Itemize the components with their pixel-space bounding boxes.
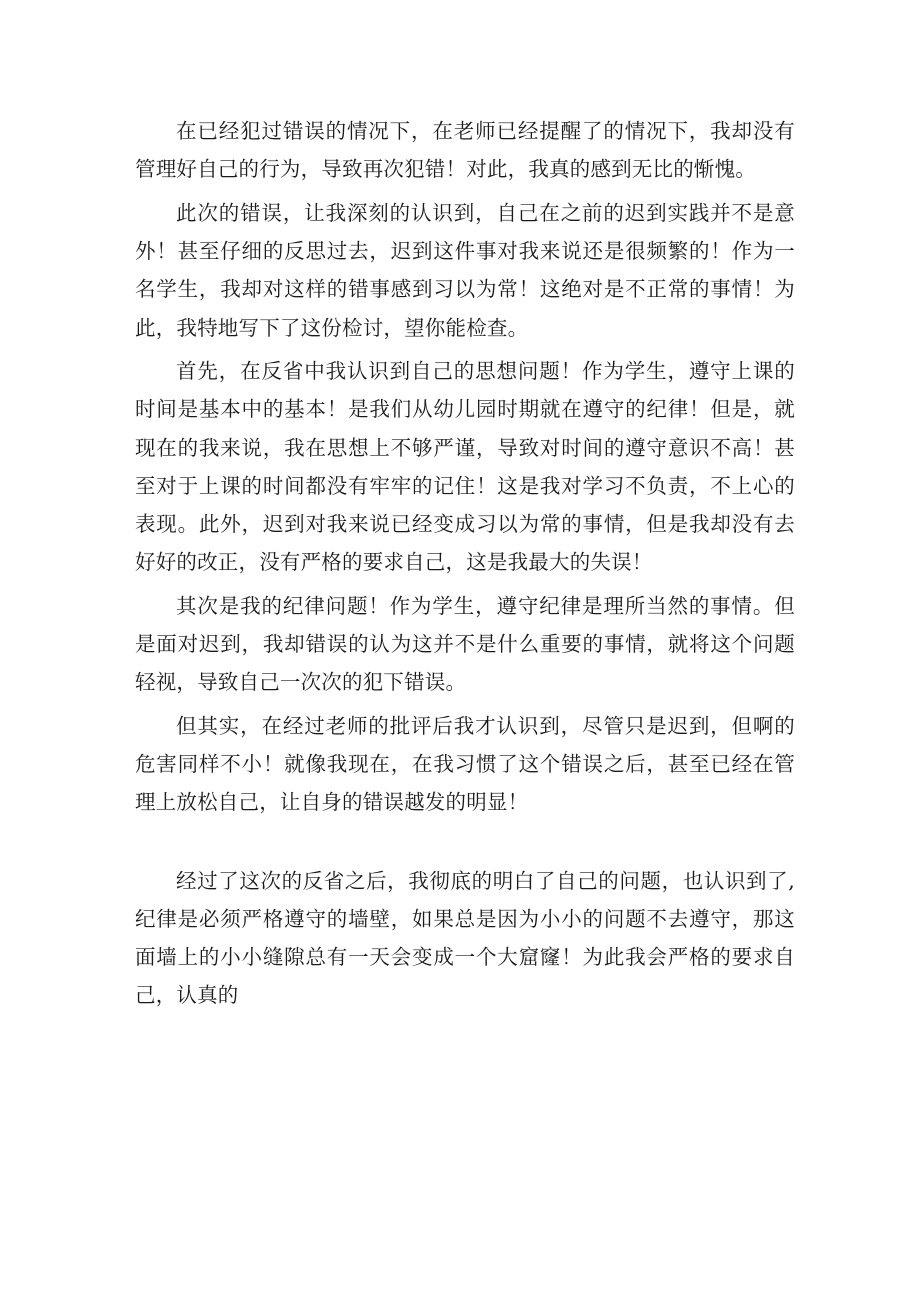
paragraph-6: 经过了这次的反省之后，我彻底的明白了自己的问题，也认识到了,纪律是必须严格遵守的墙壁，如果总是因为小小的问题不去遵守，那这面墙上的小小缝隙总有一天会变成一个大窟窿！为此我会严格的要求自己，认真的	[135, 868, 795, 1008]
document-body	[135, 112, 795, 1020]
paragraph-3: 首先，在反省中我认识到自己的思想问题！作为学生，遵守上课的时间是基本中的基本！是我们从幼儿园时期就在遵守的纪律！但是，就现在的我来说，我在思想上不够严谨，导致对时间的遵守意识不高！甚至对于上课的时间都没有牢牢的记住！这是我对学习不负责，不上心的表现。此外，迟到对我来说已经变成习以为常的事情，但是我却没有去好好的改正，没有严格的要求自己，这是我最大的失误！	[135, 359, 795, 575]
paragraph-2: 此次的错误，让我深刻的认识到，自己在之前的迟到实践并不是意外！甚至仔细的反思过去，迟到这件事对我来说还是很频繁的！作为一名学生，我却对这样的错事感到习以为常！这绝对是不正常的事情！为此，我特地写下了这份检讨，望你能检查。	[135, 200, 795, 340]
paragraph-5: 但其实，在经过老师的批评后我才认识到，尽管只是迟到，但啊的危害同样不小！就像我现在，在我习惯了这个错误之后，甚至已经在管理上放松自己，让自身的错误越发的明显！	[135, 714, 795, 815]
paragraph-4: 其次是我的纪律问题！作为学生，遵守纪律是理所当然的事情。但是面对迟到，我却错误的认为这并不是什么重要的事情，就将这个问题轻视，导致自己一次次的犯下错误。	[135, 593, 795, 695]
paragraph-1: 在已经犯过错误的情况下，在老师已经提醒了的情况下，我却没有管理好自己的行为，导致再次犯错！对此，我真的感到无比的惭愧。	[135, 119, 795, 182]
